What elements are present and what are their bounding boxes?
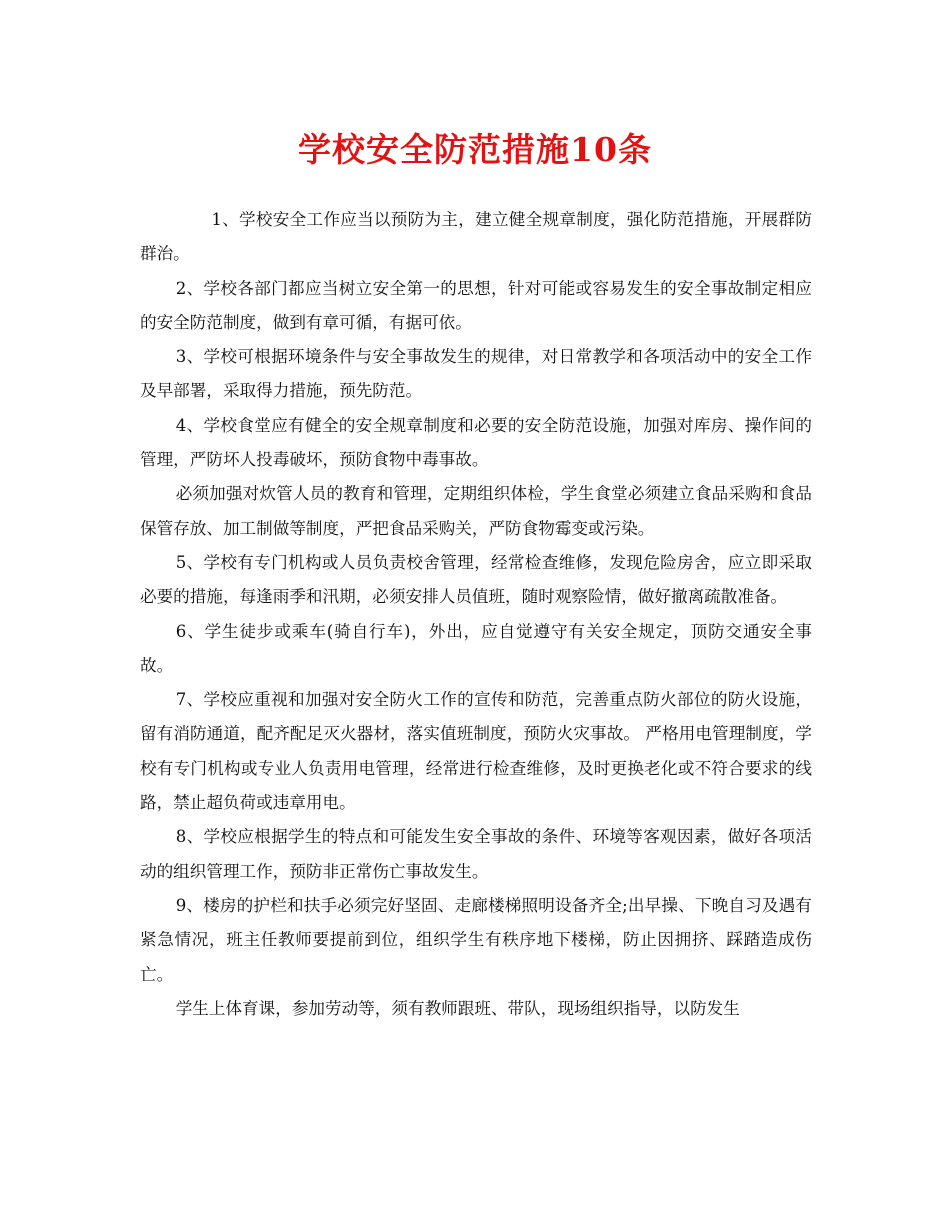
paragraph-8: 8、学校应根据学生的特点和可能发生安全事故的条件、环境等客观因素，做好各项活动的组织管理工作，预防非正常伤亡事故发生。	[140, 827, 812, 881]
paragraph-3: 3、学校可根据环境条件与安全事故发生的规律，对日常教学和各项活动中的安全工作及早部署，采取得力措施，预先防范。	[140, 347, 812, 401]
paragraph-5: 5、学校有专门机构或人员负责校舍管理，经常检查维修，发现危险房舍，应立即采取必要的措施，每逢雨季和汛期，必须安排人员值班，随时观察险情，做好撤离疏散准备。	[140, 552, 812, 607]
paragraph-2: 2、学校各部门都应当树立安全第一的思想，针对可能或容易发生的安全事故制定相应的安全防范制度，做到有章可循，有据可依。	[140, 278, 812, 332]
paragraph-7: 7、学校应重视和加强对安全防火工作的宣传和防范，完善重点防火部位的防火设施，留有消防通道，配齐配足灭火器材，落实值班制度，预防火灾事故。 严格用电管理制度，学校有专门机构或专业人负责用电管理，经常进行检查维修，及时更换老化或不符合要求的线路，禁止超负荷或违章用电。	[140, 690, 812, 813]
paragraph-9: 9、楼房的护栏和扶手必须完好坚固、走廊楼梯照明设备齐全;出早操、下晚自习及遇有紧急情况，班主任教师要提前到位，组织学生有秩序地下楼梯，防止因拥挤、踩踏造成伤亡。	[140, 895, 812, 984]
paragraph-9-continued: 学生上体育课，参加劳动等，须有教师跟班、带队，现场组织指导，以防发生	[175, 998, 740, 1018]
paragraph-6: 6、学生徒步或乘车(骑自行车)，外出，应自觉遵守有关安全规定，顶防交通安全事故。	[140, 621, 812, 675]
paragraph-4: 4、学校食堂应有健全的安全规章制度和必要的安全防范设施，加强对库房、操作间的管理，严防坏人投毒破坏，预防食物中毒事故。	[140, 415, 812, 470]
document-body	[140, 203, 812, 1026]
paragraph-4-continued: 必须加强对炊管人员的教育和管理，定期组织体检，学生食堂必须建立食品采购和食品保管存放、加工制做等制度，严把食品采购关，严防食物霉变或污染。	[140, 484, 812, 538]
paragraph-1: 1、学校安全工作应当以预防为主，建立健全规章制度，强化防范措施，开展群防群治。	[140, 210, 812, 264]
document-title: 学校安全防范措施10条	[298, 130, 652, 169]
